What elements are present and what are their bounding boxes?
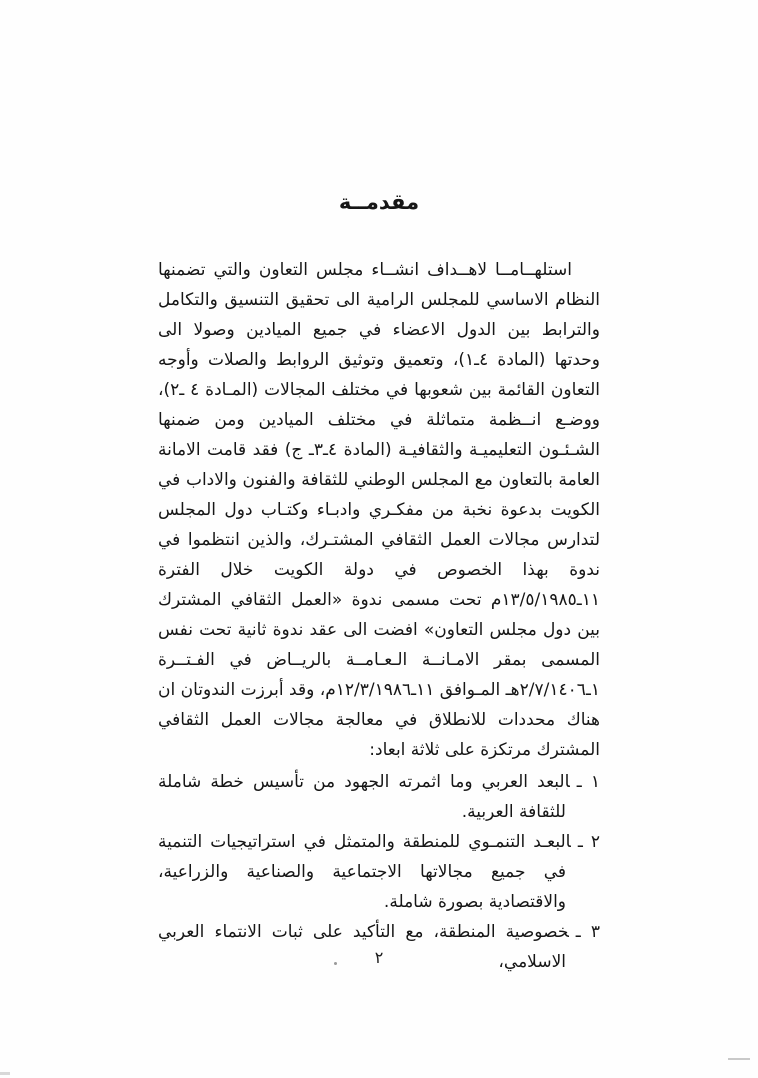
list-item xyxy=(158,827,600,917)
list-item-text: البعـد التنمـوي للمنطقة والمتمثل في استراتيجيات التنمية في جميع مجالاتها الاجتماعية والصناعية والزراعية، والاقتصادية بصورة شاملة. xyxy=(158,832,571,912)
list-item-text: خصوصية المنطقة، مع التأكيد على ثبات الانتماء العربي الاسلامي، xyxy=(158,922,569,972)
scan-corner-mark xyxy=(728,1058,750,1060)
list-item xyxy=(158,917,600,977)
ink-speck xyxy=(334,962,337,965)
points-list xyxy=(158,767,600,977)
list-item-number: ١ ـ xyxy=(576,772,600,792)
list-item-number: ٣ ـ xyxy=(575,922,600,942)
list-item-text: البعد العربي وما اثمرته الجهود من تأسيس خطة شاملة للثقافة العربية. xyxy=(158,772,570,822)
page-number: ٢ xyxy=(374,948,384,967)
intro-paragraph: استلهــامــا لاهــداف انشــاء مجلس التعاون والتي تضمنها النظام الاساسي للمجلس الرامية الى تحقيق التنسيق والتكامل والترابط بين الدول الاعضاء في جميع الميادين وصولا الى وحدتها (المادة ٤ـ١)، وتعميق وتوثيق الروابط والصلات وأوجه التعاون القائمة بين شعوبها في مختلف المجالات (المـادة ٤ ـ٢)، ووضـع انــظمة متماثلة في مختلف الميادين ومن ضمنها الشـئـون التعليميـة والثقافيـة (المادة ٤ـ٣ـ ج) فقد قامت الامانة العامة بالتعاون مع المجلس الوطني للثقافة والفنون والاداب في الكويت بدعوة نخبة من مفكـري وادبـاء وكتـاب دول المجلس لتدارس مجالات العمل الثقافي المشتـرك، والذين انتظموا في ندوة بهذا الخصوص في دولة الكويت خلال الفترة ١١ـ١٣/٥/١٩٨٥م تحت مسمى ندوة «العمل الثقافي المشترك بين دول مجلس التعاون» افضت الى عقد ندوة ثانية تحت نفس المسمى بمقر الامـانــة الـعـامــة بالريــاض في الفـتــرة ١ـ٢/٧/١٤٠٦هـ المـوافق ١١ـ١٢/٣/١٩٨٦م، وقد أبرزت الندوتان ان هناك محددات للانطلاق في معالجة مجالات العمل الثقافي المشترك مرتكزة على ثلاثة ابعاد: xyxy=(158,260,601,760)
scan-edge-shadow xyxy=(0,1072,10,1075)
document-body xyxy=(158,255,600,977)
list-item xyxy=(158,767,600,827)
page-title: مقدمــة xyxy=(338,190,420,214)
list-item-number: ٢ ـ xyxy=(577,832,600,852)
